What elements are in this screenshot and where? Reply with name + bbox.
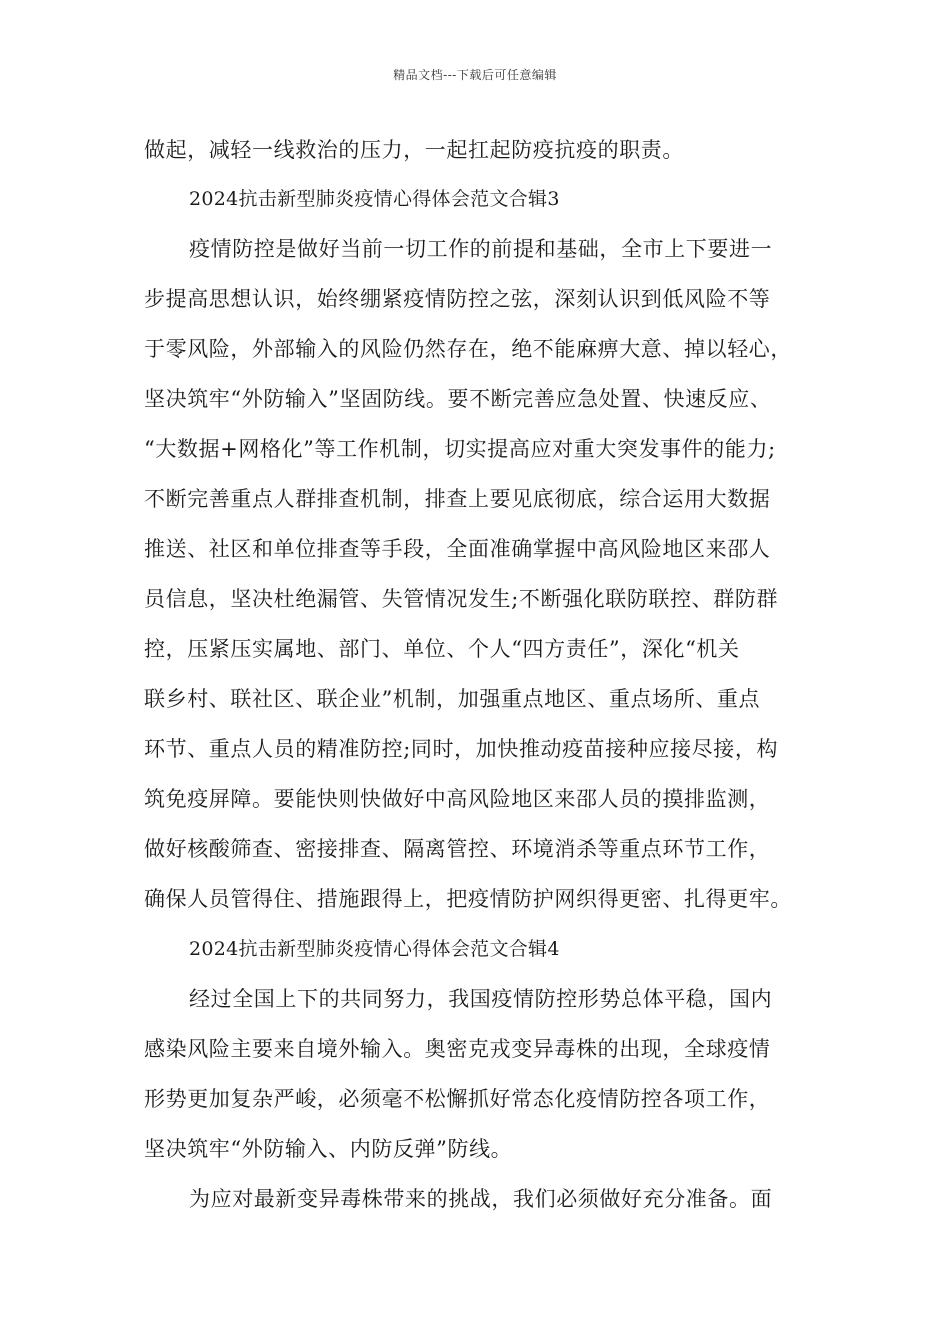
text-line: 做好核酸筛查、密接排查、隔离管控、环境消杀等重点环节工作， [144,837,771,861]
text-line: 坚决筑牢“外防输入、内防反弹”防线。 [144,1137,513,1161]
text-line: 经过全国上下的共同努力，我国疫情防控形势总体平稳，国内 [189,987,773,1011]
page-header: 精品文档---下载后可任意编辑 [393,68,557,82]
text-line: 控，压紧压实属地、部门、单位、个人“四方责任”，深化“机关 [144,637,740,661]
text-line: 坚决筑牢“外防输入”坚固防线。要不断完善应急处置、快速反应、 [144,387,772,411]
text-line: 做起，减轻一线救治的压力，一起扛起防疫抗疫的职责。 [144,138,684,162]
text-line: 于零风险，外部输入的风险仍然存在，绝不能麻痹大意、掉以轻心， [144,337,792,361]
text-line: 疫情防控是做好当前一切工作的前提和基础，全市上下要进一 [189,237,773,261]
text-line: 确保人员管得住、措施跟得上，把疫情防护网织得更密、扎得更牢。 [144,887,792,911]
text-line: 感染风险主要来自境外输入。奥密克戎变异毒株的出现，全球疫情 [144,1037,771,1061]
text-line: 步提高思想认识，始终绷紧疫情防控之弦，深刻认识到低风险不等 [144,287,771,311]
text-line: 为应对最新变异毒株带来的挑战，我们必须做好充分准备。面 [189,1187,773,1211]
text-line: 不断完善重点人群排查机制，排查上要见底彻底，综合运用大数据 [144,487,771,511]
text-line: 推送、社区和单位排查等手段，全面准确掌握中高风险地区来邵人 [144,537,771,561]
text-line: 联乡村、联社区、联企业”机制，加强重点地区、重点场所、重点 [144,687,761,711]
section-heading: 2024抗击新型肺炎疫情心得体会范文合辑3 [189,188,560,210]
text-line: 环节、重点人员的精准防控;同时，加快推动疫苗接种应接尽接，构 [144,737,779,761]
text-line: 形势更加复杂严峻，必须毫不松懈抓好常态化疫情防控各项工作， [144,1087,771,1111]
section-heading: 2024抗击新型肺炎疫情心得体会范文合辑4 [189,938,560,960]
text-line: 筑免疫屏障。要能快则快做好中高风险地区来邵人员的摸排监测， [144,787,771,811]
text-line: “大数据+网格化”等工作机制，切实提高应对重大突发事件的能力; [144,437,776,461]
text-line: 员信息，坚决杜绝漏管、失管情况发生;不断强化联防联控、群防群 [144,587,779,611]
